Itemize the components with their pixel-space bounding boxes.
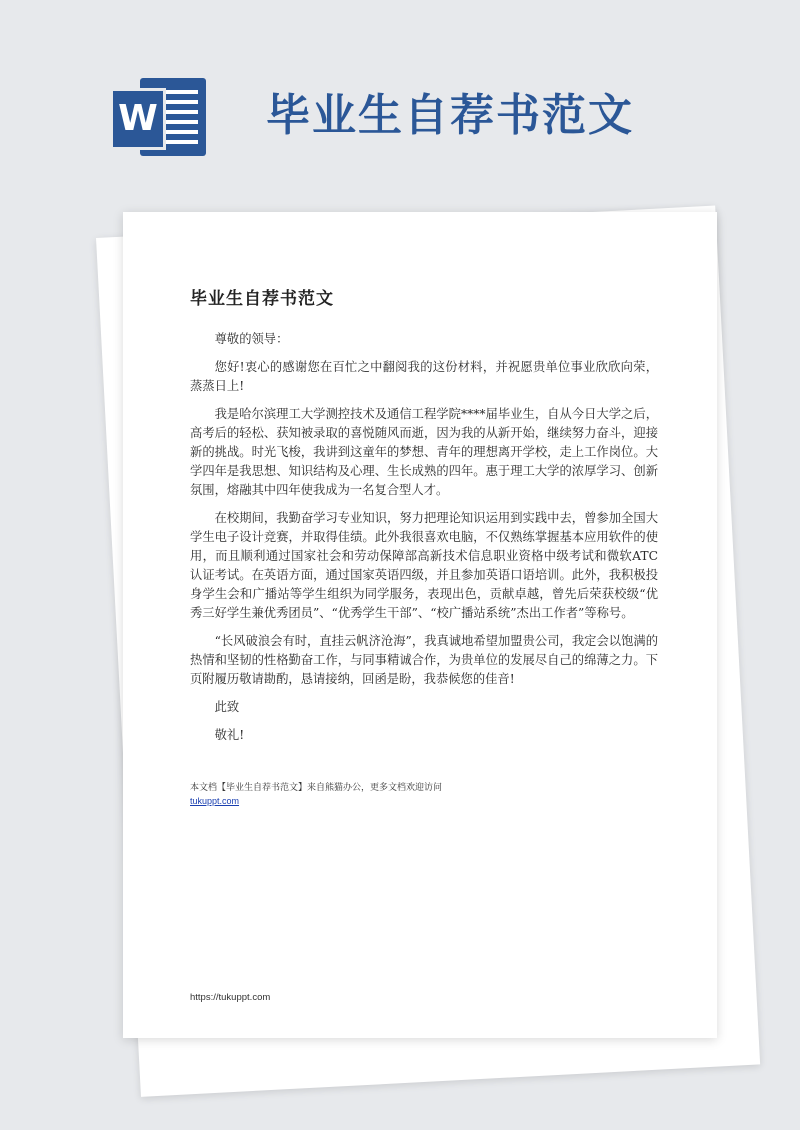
page-url: https://tukuppt.com [190,992,271,1003]
document-title: 毕业生自荐书范文 [190,289,334,309]
footer-note: 本文档【毕业生自荐书范文】来自熊猫办公，更多文档欢迎访问 [190,783,443,793]
word-letter-badge: W [110,88,166,150]
paragraph: 在校期间，我勤奋学习专业知识，努力把理论知识运用到实践中去，曾参加全国大学生电子设计竞赛，并取得佳绩。此外我很喜欢电脑，不仅熟练掌握基本应用软件的使用，而且顺利通过国家社会和劳动保障部高新技术信息职业资格中级考试和微软ATC认证考试。在英语方面，通过国家英语四级，并且参加英语口语培训。此外，我积极投身学生会和广播站等学生组织为同学服务，表现出色，贡献卓越，曾先后荣获校级“优秀三好学生兼优秀团员”、“优秀学生干部”、“校广播站系统”杰出工作者”等称号。 [190,511,658,620]
closing-line: 此致 [214,700,240,714]
paragraph: 我是哈尔滨理工大学测控技术及通信工程学院****届毕业生，自从今日大学之后，高考后的轻松、获知被录取的喜悦随风而逝，因为我的从新开始，继续努力奋斗，迎接新的挑战。时光飞梭，我讲到这童年的梦想、青年的理想离开学校，走上工作岗位。大学四年是我思想、知识结构及心理、生长成熟的四年。惠于理工大学的浓厚学习、创新氛围，熔融其中四年使我成为一名复合型人才。 [190,407,658,497]
paragraph: 您好!衷心的感谢您在百忙之中翻阅我的这份材料，并祝愿贵单位事业欣欣向荣，蒸蒸日上! [190,360,658,393]
salutation: 尊敬的领导： [214,332,289,346]
document-body [190,330,658,754]
paragraph: “长风破浪会有时，直挂云帆济沧海”，我真诚地希望加盟贵公司，我定会以饱满的热情和坚韧的性格勤奋工作，与同事精诚合作，为贵单位的发展尽自己的绵薄之力。下页附履历敬请勘酌，恳请接纳，回函是盼，我恭候您的佳音! [190,634,658,686]
banner-title: 毕业生自荐书范文 [266,90,634,141]
banner [0,0,800,200]
closing-line: 敬礼! [214,728,245,742]
footer-link[interactable]: tukuppt.com [190,796,240,806]
word-document-icon [110,74,212,160]
document-page [123,212,717,1038]
